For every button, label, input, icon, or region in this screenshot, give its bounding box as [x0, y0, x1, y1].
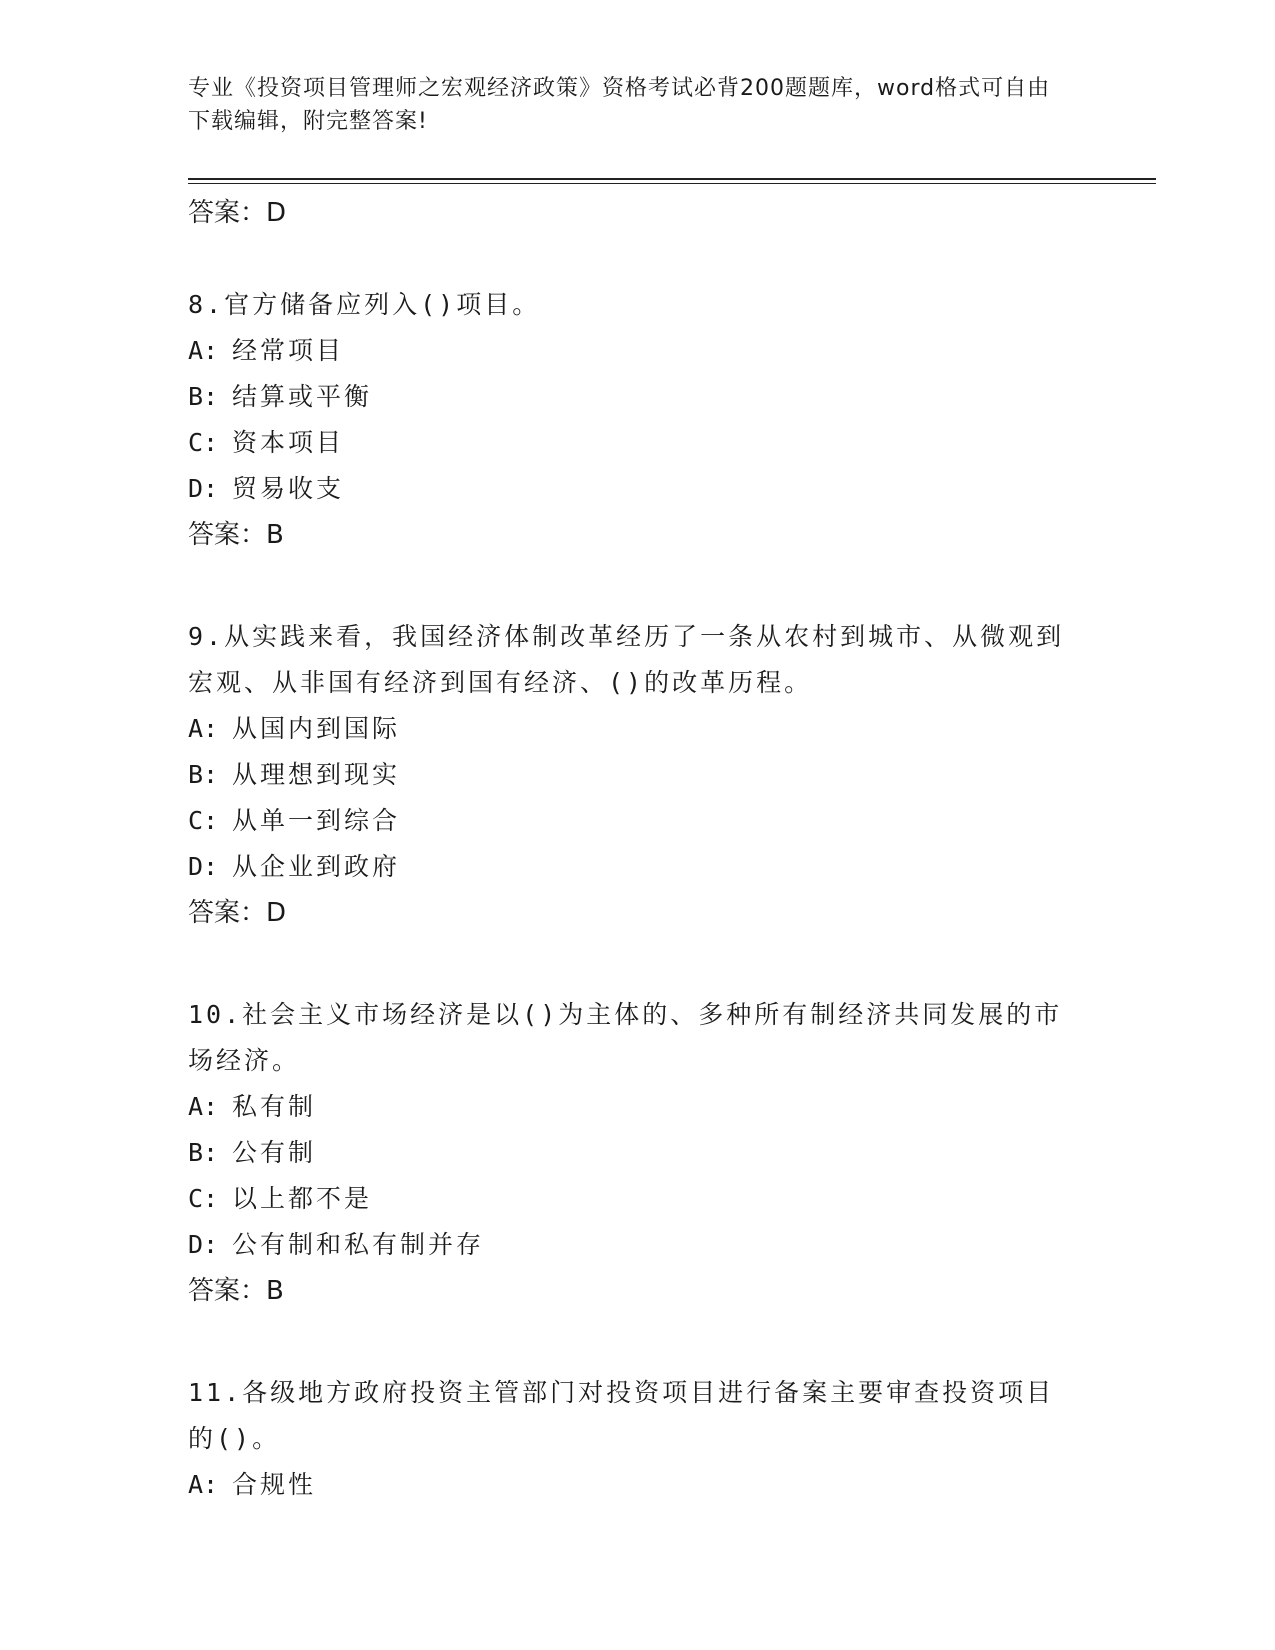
option-text: 从国内到国际: [232, 714, 401, 743]
option-letter: A:: [188, 714, 219, 743]
option-letter: D:: [188, 474, 219, 503]
option-a: [188, 1462, 1068, 1508]
option-letter: C:: [188, 1184, 219, 1213]
option-b: [188, 1130, 1068, 1176]
option-text: 从理想到现实: [232, 760, 401, 789]
option-letter: D:: [188, 852, 219, 881]
option-letter: B:: [188, 1138, 219, 1167]
option-letter: C:: [188, 428, 219, 457]
option-text: 私有制: [232, 1092, 317, 1121]
option-b: [188, 752, 1068, 798]
option-text: 贸易收支: [232, 474, 345, 503]
answer-line: 答案：D: [188, 198, 287, 228]
option-c: [188, 798, 1068, 844]
option-letter: A:: [188, 1470, 219, 1499]
question-list: [188, 190, 1068, 1508]
option-text: 资本项目: [232, 428, 345, 457]
option-a: [188, 1084, 1068, 1130]
question-11: [188, 1370, 1068, 1508]
answer-line: 答案：B: [188, 1276, 284, 1306]
option-letter: B:: [188, 760, 219, 789]
question-9: [188, 614, 1068, 936]
option-text: 合规性: [232, 1470, 317, 1499]
question-stem: 8.官方储备应列入()项目。: [188, 290, 541, 319]
option-a: [188, 328, 1068, 374]
question-stem: 11.各级地方政府投资主管部门对投资项目进行备案主要审查投资项目的()。: [188, 1378, 1055, 1453]
option-letter: C:: [188, 806, 219, 835]
question-stem: 10.社会主义市场经济是以()为主体的、多种所有制经济共同发展的市场经济。: [188, 1000, 1063, 1075]
option-d: [188, 844, 1068, 890]
option-letter: B:: [188, 382, 219, 411]
option-text: 经常项目: [232, 336, 345, 365]
header-divider: [188, 178, 1156, 180]
option-b: [188, 374, 1068, 420]
document-header: 专业《投资项目管理师之宏观经济政策》资格考试必背200题题库，word格式可自由下载编辑，附完整答案!: [188, 76, 1051, 134]
question-8: [188, 282, 1068, 558]
question-stem: 9.从实践来看，我国经济体制改革经历了一条从农村到城市、从微观到宏观、从非国有经济到国有经济、()的改革历程。: [188, 622, 1065, 697]
option-c: [188, 1176, 1068, 1222]
option-d: [188, 1222, 1068, 1268]
option-text: 从单一到综合: [232, 806, 401, 835]
question-10: [188, 992, 1068, 1314]
header-divider-thin: [188, 183, 1156, 184]
option-a: [188, 706, 1068, 752]
option-text: 以上都不是: [232, 1184, 373, 1213]
option-text: 结算或平衡: [232, 382, 373, 411]
option-letter: A:: [188, 1092, 219, 1121]
option-text: 公有制和私有制并存: [232, 1230, 485, 1259]
answer-line: 答案：B: [188, 520, 284, 550]
option-letter: D:: [188, 1230, 219, 1259]
option-text: 从企业到政府: [232, 852, 401, 881]
option-c: [188, 420, 1068, 466]
option-text: 公有制: [232, 1138, 317, 1167]
option-letter: A:: [188, 336, 219, 365]
option-d: [188, 466, 1068, 512]
answer-line: 答案：D: [188, 898, 287, 928]
